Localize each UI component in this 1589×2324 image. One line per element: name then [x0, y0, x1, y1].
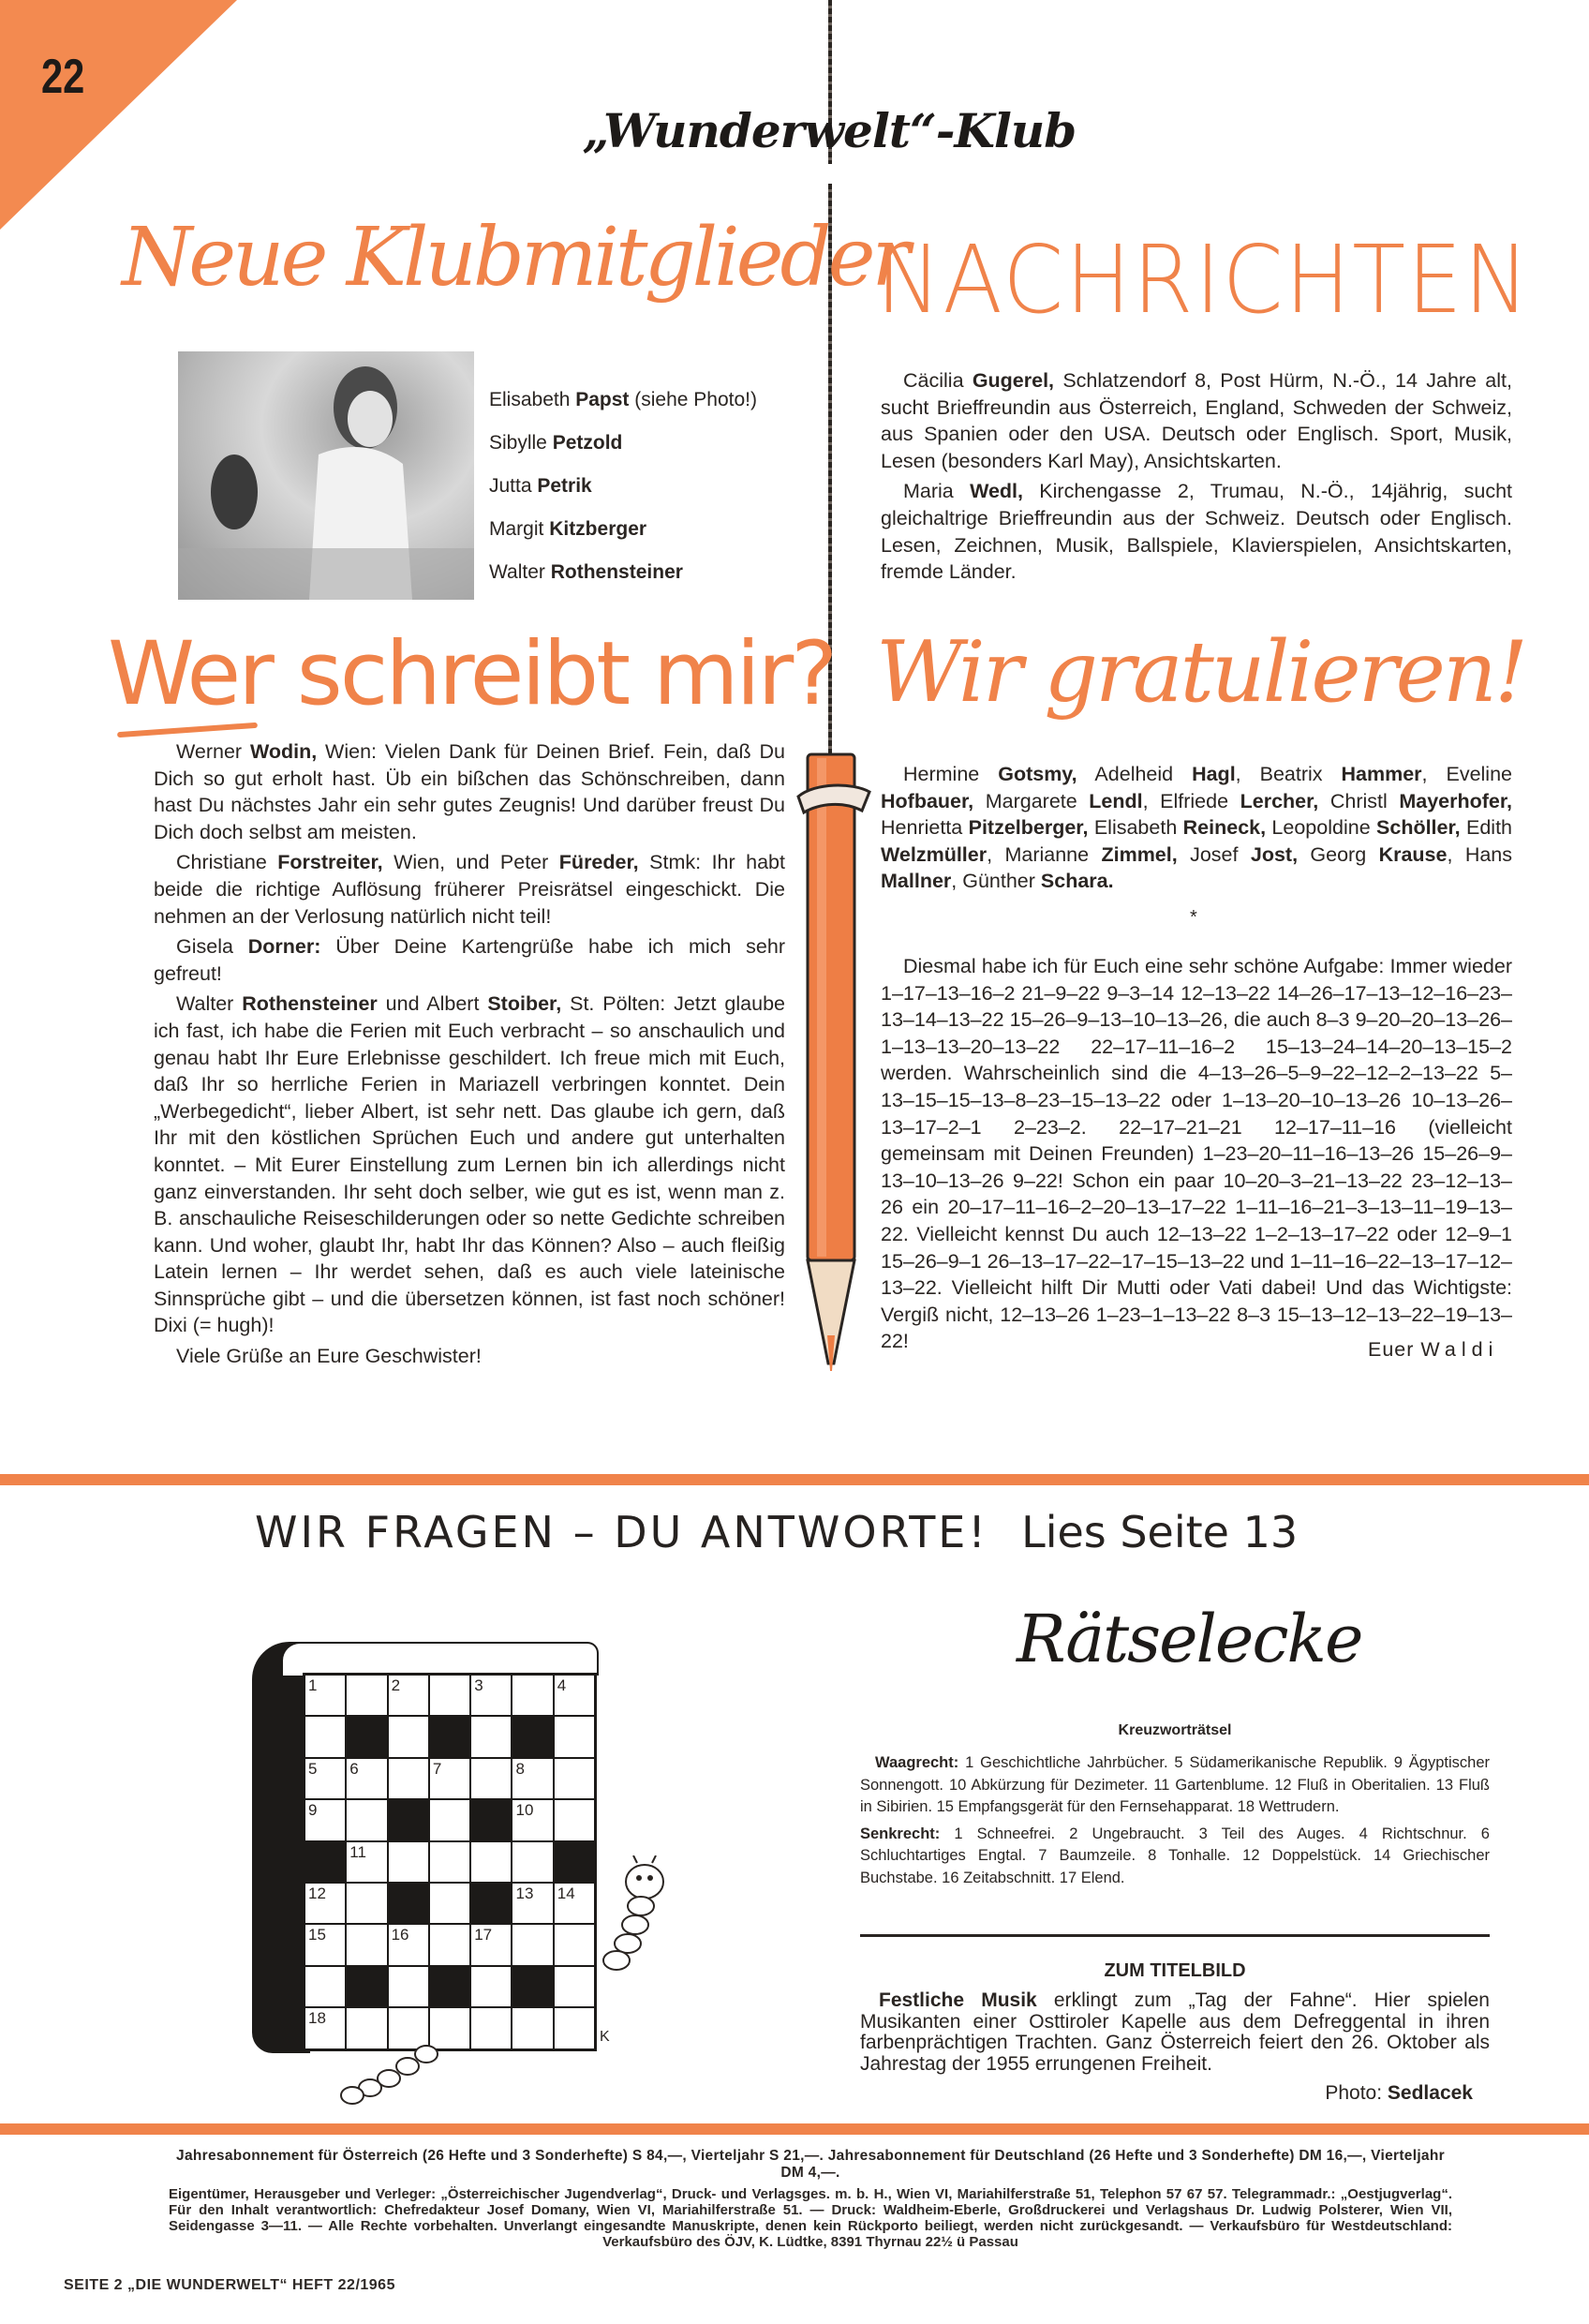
text-run: Cäcilia [903, 369, 973, 392]
clue-number: 7 [432, 1759, 442, 1778]
name-bold: Lendl [1089, 789, 1143, 812]
crossword-cell[interactable] [470, 2007, 512, 2048]
text-run: Christiane [176, 851, 278, 874]
text-run: Josef [1177, 842, 1251, 866]
crossword-cell[interactable] [554, 2007, 595, 2048]
crossword-cell[interactable] [554, 1799, 595, 1840]
crossword-block [512, 1966, 553, 2007]
text-run: Diesmal habe ich für Euch eine sehr schöne Aufgabe: Immer wieder 1–17–13–16–2 21–9–22 9–3–14 12–13–22 14–26–17–13–12–16–23–13–14–13–22 15–26–9–13–10–13–26, die auch 8–3 9–20–20–13–26–1–13–13–20–13–22 22–17–11–16–2 15–13–24–14–20–13–15–2 werden. Wahrscheinlich sind die 4–13–26–5–9–22–12–2–13–22 5–13–15–15–13–8–23–15–13–22 oder 1–13–20–10–13–26 10–13–26–13–17–2–1 2–23–2. 22–17–21–21 12–17–11–16 (vielleicht gemeinsam mit Deinen Freunden) 1–23–20–11–16–13–26 15–26–9–13–10–13–26 9–22! Schon ein paar 10–20–3–21–13–22 23–12–13–26 ein 20–17–11–16–2–20–13–17–22 1–11–16–21–3–13–11–19–13–22. Vielleicht kennst Du auch 12–13–22 1–2–13–17–22 oder 12–9–1 15–26–9–1 26–13–17–22–17–15–13–22 und 1–11–16–22–13–17–12–13–22. Vielleicht hilft Dir Mutti oder Vati dabei! Und das Wichtigste: Vergiß nicht, 12–13–26 1–23–1–13–22 8–3 15–13–12–13–22–19–13–22! [881, 955, 1512, 1353]
new-members-list [489, 386, 798, 602]
crossword-cell[interactable] [429, 1924, 470, 1965]
name-bold: Rothensteiner [242, 992, 378, 1016]
crossword-cell[interactable] [429, 1883, 470, 1924]
crossword-cell[interactable] [388, 1924, 429, 1965]
crossword-block [512, 1716, 553, 1757]
name-bold: Pitzelberger, [968, 816, 1089, 840]
crossword-cell[interactable] [470, 1675, 512, 1716]
crossword-cell[interactable] [346, 1841, 387, 1883]
clue-number: 12 [308, 1884, 326, 1902]
text-run: Christl [1318, 789, 1400, 812]
text-run: , Eveline [1421, 763, 1512, 785]
name-bold: Zimmel, [1101, 842, 1178, 866]
paragraph [881, 478, 1512, 585]
signoff [1368, 1338, 1498, 1362]
divider-line [860, 1934, 1490, 1937]
crossword-cell[interactable] [304, 1675, 346, 1716]
text-run: Walter [176, 992, 243, 1016]
crossword-cell[interactable] [512, 1841, 553, 1883]
crossword-cell[interactable] [346, 1924, 387, 1965]
clues-down [860, 1824, 1490, 1890]
crossword-cell[interactable] [346, 1675, 387, 1716]
crossword-cell[interactable] [554, 1966, 595, 2007]
text-run: Leopoldine [1266, 816, 1377, 840]
name-bold: Dorner: [247, 935, 321, 959]
crossword-title: Kreuzworträtsel [1118, 1722, 1232, 1738]
text-run: Elisabeth [1088, 816, 1183, 840]
clue-number: 1 [308, 1676, 318, 1694]
imprint: Eigentümer, Herausgeber und Verleger: „Österreichischer Jugendverlag“, Druck- und Verlagsges. m. b. H., Wien VI, Mariahilferstraße 51, Telephon 57 67 57. Telegrammadr.: „Oestjugverlag“. Für den Inhalt verantwortlich: Chefredakteur Josef Domany, Wien VI, Mariahilferstraße 51. — Druck: Waldheim-Eberle, Großdruckerei und Verlagshaus Dr. Ludwig Polsterer, Wien VII, Seidengasse 3—11. — Alle Rechte vorbehalten. Unverlangt eingesandte Manuskripte, denen kein Rückporto beiliegt, werden nicht zurückgesandt. — Verkaufsbüro für Westdeutschland: Verkaufsbüro des ÖJV, K. Lüdtke, 8391 Thyrnau 22½ ü Passau [169, 2186, 1452, 2250]
paragraph [881, 953, 1512, 1355]
section-separator: * [1190, 907, 1197, 928]
congrats-text [881, 761, 1512, 895]
name-bold: Reineck, [1182, 816, 1267, 840]
name-bold: Wedl, [970, 480, 1024, 503]
quiz-banner-ref: Lies Seite 13 [1021, 1507, 1299, 1557]
photo-credit [1218, 2082, 1473, 2105]
pencil-illustration [796, 745, 871, 1378]
paragraph [881, 761, 1512, 895]
crossword-cell[interactable] [554, 1675, 595, 1716]
text-run: Margit [489, 518, 550, 540]
crossword-cell[interactable] [429, 1799, 470, 1840]
name-bold: Schöller, [1376, 816, 1461, 840]
name-bold: Rothensteiner [550, 561, 683, 583]
clue-number: 5 [308, 1759, 318, 1778]
paragraph [154, 1343, 785, 1370]
club-title: „Wunderwelt“-Klub [582, 103, 1077, 158]
text-run: Wien, und Peter [382, 851, 559, 874]
member-photo [178, 351, 474, 600]
cover-body: erklingt zum „Tag der Fahne“. Hier spielen Musikanten einer Osttiroler Kapelle aus dem Defreggental in ihren farbenprächtigen Trachten. Ganz Österreich feiert den 26. Oktober als Jahrestag der 1955 errungenen Freiheit. [860, 1989, 1490, 2075]
crossword-block [470, 1883, 512, 1924]
name-bold: Kitzberger [549, 518, 647, 540]
crossword-cell[interactable] [512, 2007, 553, 2048]
name-bold: Jost, [1250, 842, 1299, 866]
text-run: Viele Grüße an Eure Geschwister! [176, 1345, 482, 1368]
text-run: Kirchengasse 2, Trumau, N.-Ö., 14jährig, sucht gleichaltrige Brieffreundin aus der Schweiz. Deutsch oder Englisch. Lesen, Zeichnen, Musik, Ballspiele, Klavierspielen, Ansichtskarten, fremde Länder. [881, 480, 1513, 584]
crossword-cell[interactable] [512, 1799, 553, 1840]
text-run: , Beatrix [1235, 763, 1342, 785]
clue-number: 17 [474, 1926, 493, 1944]
cover-photo-heading: ZUM TITELBILD [1104, 1960, 1246, 1981]
orange-rule-top [0, 1474, 1589, 1485]
girl-photo-image [178, 351, 474, 600]
crossword-cell[interactable] [470, 1924, 512, 1965]
name-bold: Wodin, [249, 740, 318, 763]
crossword-block [429, 1716, 470, 1757]
text-run: und Albert [377, 992, 488, 1016]
member-name [489, 559, 798, 602]
puzzle-corner-heading: Rätselecke [1017, 1601, 1362, 1677]
signoff-name: Waldi [1420, 1338, 1499, 1361]
crossword-cell[interactable] [554, 1883, 595, 1924]
crossword-cell[interactable] [512, 1758, 553, 1799]
text-run: Wien: Vielen Dank für Deinen Brief. Fein, daß Du Dich so gut erholt hast. Üb ein bißchen das Schönschreiben, dann hast Du nächstes Jahr ein sehr gutes Zeugnis! Und darüber freust Du Dich doch selbst am meisten. [154, 740, 785, 843]
subscription-info: Jahresabonnement für Österreich (26 Hefte und 3 Sonderhefte) S 84,—, Vierteljahr S 21,—. Jahresabonnement für Deutschland (26 Hefte und 3 Sonderhefte) DM 16,—, Vierteljahr DM 4,—. [176, 2148, 1445, 2181]
page-folio: SEITE 2 „DIE WUNDERWELT“ HEFT 22/1965 [64, 2277, 395, 2293]
member-name [489, 472, 798, 515]
text-run: Werner [176, 740, 250, 763]
news-heading: NACHRICHTEN [876, 225, 1531, 335]
name-bold: Krause [1378, 842, 1448, 866]
clue-number: 13 [515, 1884, 534, 1902]
across-label: Waagrecht: [875, 1754, 959, 1771]
name-bold: Schara. [1040, 870, 1114, 893]
crossword-cell[interactable] [388, 1716, 429, 1757]
text-run: Walter [489, 561, 551, 583]
letters-heading: Wer schreibt mir? [108, 623, 836, 725]
paragraph [154, 738, 785, 845]
member-name [489, 515, 798, 559]
artist-mark: K [600, 2029, 610, 2045]
news-text [881, 367, 1512, 586]
text-run: Henrietta [881, 816, 969, 840]
page-number: 22 [41, 50, 85, 104]
clue-number: 2 [391, 1676, 401, 1694]
quiz-banner-main: WIR FRAGEN – DU ANTWORTE! [255, 1507, 988, 1557]
name-bold: Petzold [552, 432, 623, 454]
crossword-cell[interactable] [429, 1758, 470, 1799]
crossword-cell[interactable] [512, 1675, 553, 1716]
crossword-cell[interactable] [429, 1841, 470, 1883]
crossword-cell[interactable] [346, 1799, 387, 1840]
crossword-clues [860, 1752, 1490, 1894]
name-bold: Hagl [1192, 763, 1236, 785]
crossword-cell[interactable] [388, 1675, 429, 1716]
name-bold: Papst [575, 389, 630, 410]
photo-label: Photo: [1325, 2082, 1383, 2104]
page-corner-decoration [0, 0, 237, 230]
puzzle-letter-text [881, 953, 1512, 1355]
clue-number: 11 [349, 1842, 366, 1861]
congrats-heading: Wir gratulieren! [876, 623, 1526, 722]
crossword-cell[interactable] [304, 1883, 346, 1924]
text-run: , Günther [951, 870, 1041, 893]
orange-rule-bottom [0, 2123, 1589, 2135]
name-bold: Mayerhofer, [1399, 789, 1513, 812]
across-clues: 1 Geschichtliche Jahrbücher. 5 Südamerikanische Republik. 9 Ägyptischer Sonnengott. 10 Abkürzung für Dezimeter. 11 Gartenblume. 12 Fluß in Oberitalien. 13 Fluß in Sibirien. 15 Empfangsgerät für den Fernsehapparat. 18 Wettrudern. [860, 1754, 1490, 1815]
cover-photo-text [860, 1990, 1490, 2075]
text-run: Sibylle [489, 432, 553, 454]
letters-text [154, 738, 785, 1370]
clue-number: 18 [308, 2009, 326, 2028]
crossword-block [554, 1841, 595, 1883]
crossword-block [388, 1799, 429, 1840]
text-run: Adelheid [1077, 763, 1193, 785]
text-run: Edith [1460, 816, 1513, 840]
crossword-block [470, 1799, 512, 1840]
crossword-cell[interactable] [554, 1758, 595, 1799]
photographer: Sedlacek [1387, 2082, 1473, 2104]
text-run: Margarete [973, 789, 1090, 812]
name-bold: Welzmüller [881, 842, 988, 866]
text-run: Hermine [903, 763, 999, 785]
text-run: Elisabeth [489, 389, 576, 410]
name-bold: Lercher, [1240, 789, 1319, 812]
text-run: , Hans [1447, 842, 1513, 866]
crossword-cell[interactable] [304, 1966, 346, 2007]
crossword-cell[interactable] [554, 1924, 595, 1965]
crossword-cell[interactable] [512, 1924, 553, 1965]
crossword-block [388, 1883, 429, 1924]
crossword-cell[interactable] [554, 1716, 595, 1757]
clues-across [860, 1752, 1490, 1819]
crossword-block [346, 1716, 387, 1757]
clue-number: 10 [515, 1801, 534, 1820]
name-bold: Hammer [1341, 763, 1422, 785]
crossword-cell[interactable] [304, 1799, 346, 1840]
down-label: Senkrecht: [860, 1825, 941, 1842]
signoff-prefix: Euer [1368, 1338, 1415, 1361]
paragraph [881, 367, 1512, 474]
crossword-cell[interactable] [304, 1716, 346, 1757]
text-run: Stmk: Ihr habt beide die richtige Auflösung früherer Preisrätsel eingeschickt. Die nehmen an der Verlosung natürlich nicht teil! [154, 851, 785, 928]
paragraph [154, 933, 785, 987]
clue-number: 4 [557, 1676, 567, 1694]
quiz-banner [255, 1507, 1298, 1557]
text-run: Georg [1298, 842, 1379, 866]
text-run: Schlatzendorf 8, Post Hürm, N.-Ö., 14 Jahre alt, sucht Brieffreundin aus Österreich, England, Schweden der Schweiz, aus Spanien oder den USA. Deutsch oder Englisch. Sport, Musik, Lesen (besonders Karl May), Ansichtskarten. [881, 369, 1512, 472]
text-run: Jutta [489, 475, 538, 497]
member-name [489, 429, 798, 472]
crossword-cell[interactable] [304, 1758, 346, 1799]
crossword-cell[interactable] [388, 1966, 429, 2007]
name-bold: Petrik [537, 475, 592, 497]
crossword-cell[interactable] [346, 1883, 387, 1924]
name-bold: Gotsmy, [998, 763, 1077, 785]
crossword-cell[interactable] [512, 1883, 553, 1924]
new-members-heading: Neue Klubmitglieder [122, 211, 907, 305]
name-bold: Mallner [881, 870, 952, 893]
text-run: St. Pölten: Jetzt glaube ich fast, ich habe die Ferien mit Euch verbracht – so anschaulich und genau habt Ihr Eure Erlebnisse geschildert. Ich freue mich mit Euch, daß Ihr so herrliche Ferien in Mariazell verbringen konntet. Dein „Werbegedicht“, lieber Albert, ist sehr nett. Das glaube ich gern, daß Ihr mit den köstlichen Sprüchen Euch und andere gut unterhalten konntet. – Mit Eurer Einstellung zum Lernen bin ich allerdings nicht ganz einverstanden. Ihr seht doch selber, wie gut es ist, wenn man z. B. anschauliche Reiseschilderungen oder so nette Gedichte schreiben kann. Und woher, glaubt Ihr, habt Ihr das Können? Also – auch fleißig Latein lernen – Ihr werdet sehen, daß es auch viele lateinische Sinnsprüche gibt – und die übersetzen können, ist fast noch schöner! Dixi (= hugh)! [154, 992, 785, 1337]
text-run: (siehe Photo!) [629, 389, 757, 410]
clue-number: 6 [349, 1759, 359, 1778]
crossword-cell[interactable] [470, 1966, 512, 2007]
crossword-grid[interactable] [303, 1673, 597, 2051]
crossword-cell[interactable] [388, 1841, 429, 1883]
paragraph [154, 991, 785, 1339]
crossword-block [429, 1966, 470, 2007]
clue-number: 16 [391, 1926, 409, 1944]
book-top [281, 1642, 599, 1676]
clue-number: 9 [308, 1801, 318, 1820]
clue-number: 14 [557, 1884, 575, 1902]
text-run: , Elfriede [1142, 789, 1240, 812]
crossword-cell[interactable] [470, 1841, 512, 1883]
worm-tail-illustration [337, 2043, 450, 2108]
crossword-block [346, 1966, 387, 2007]
crossword-cell[interactable] [346, 1758, 387, 1799]
name-bold: Hofbauer, [881, 789, 974, 812]
book-spine [252, 1642, 310, 2053]
text-run: Maria [903, 480, 971, 503]
name-bold: Forstreiter, [277, 851, 383, 874]
crossword-cell[interactable] [388, 1758, 429, 1799]
crossword-cell[interactable] [470, 1716, 512, 1757]
name-bold: Stoiber, [487, 992, 562, 1016]
worm-illustration [600, 1855, 675, 1977]
clue-number: 8 [515, 1759, 525, 1778]
crossword-cell[interactable] [304, 1924, 346, 1965]
clue-number: 15 [308, 1926, 326, 1944]
paragraph [154, 849, 785, 930]
text-run: , Marianne [987, 842, 1102, 866]
clue-number: 3 [474, 1676, 483, 1694]
name-bold: Füreder, [558, 851, 639, 874]
crossword-cell[interactable] [470, 1758, 512, 1799]
text-run: Über Deine Kartengrüße habe ich mich sehr gefreut! [154, 935, 785, 985]
crossword-block [304, 1841, 346, 1883]
down-clues: 1 Schneefrei. 2 Ungebraucht. 3 Teil des Auges. 4 Richtschnur. 6 Schluchtartiges Engtal. 7 Baumzeile. 8 Tonhalle. 12 Doppelstück. 14 Griechischer Buchstabe. 16 Zeitabschnitt. 17 Elend. [860, 1825, 1490, 1886]
name-bold: Gugerel, [972, 369, 1055, 392]
text-run: Gisela [176, 935, 248, 959]
crossword-cell[interactable] [429, 1675, 470, 1716]
member-name [489, 386, 798, 429]
cover-lead: Festliche Musik [879, 1989, 1037, 2011]
